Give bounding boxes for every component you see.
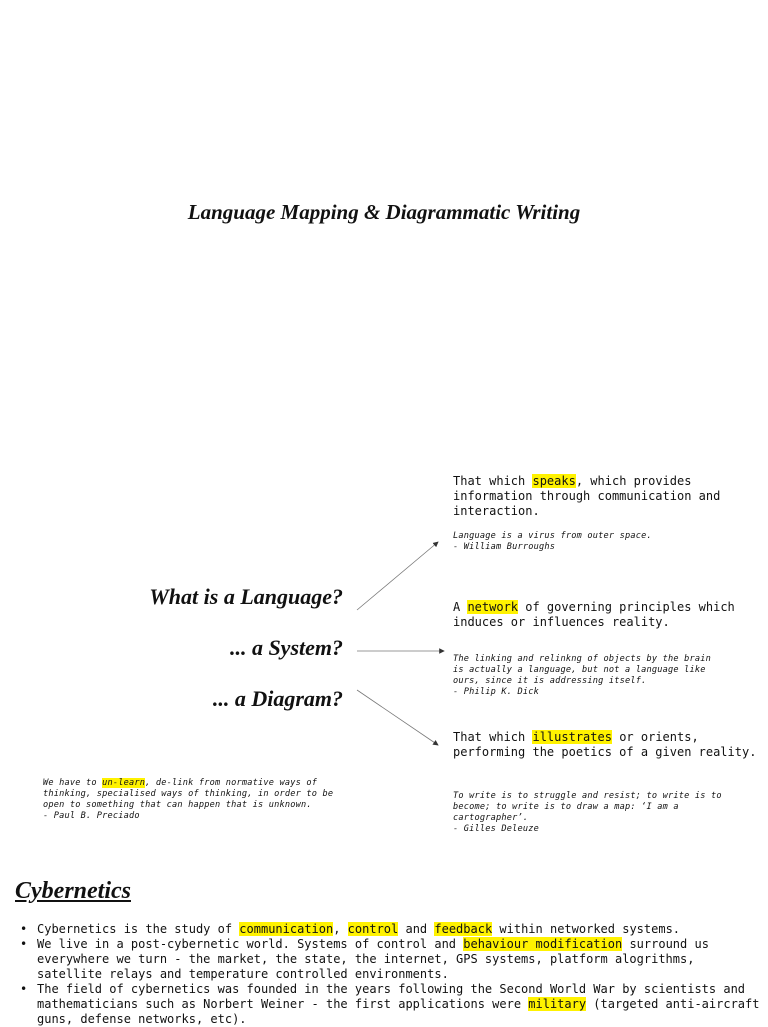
answer-diagram bbox=[453, 730, 763, 760]
bullet-text bbox=[37, 937, 709, 981]
bullet-text-segment: We live in a post-cybernetic world. Systems of control and bbox=[37, 937, 464, 951]
answer-text: That which bbox=[453, 730, 533, 744]
highlight-term: illustrates bbox=[532, 730, 612, 744]
bullet-icon: • bbox=[20, 922, 28, 936]
bullet-icon: • bbox=[20, 982, 28, 996]
quote-preciado bbox=[43, 778, 353, 822]
bullet-text-segment: The field of cybernetics was founded in the years following the Second World War by scientists and mathematicians such as Norbert Weiner - the first applications were bbox=[37, 982, 746, 1011]
quote-line: become; to write is to draw a map: ‘I am a bbox=[453, 802, 679, 812]
highlight-term: speaks bbox=[532, 474, 576, 488]
quote-attribution: - Gilles Deleuze bbox=[453, 824, 539, 834]
quote-burroughs bbox=[453, 531, 763, 553]
highlight-term: un-learn bbox=[102, 778, 146, 788]
quote-line: To write is to struggle and resist; to write is to bbox=[453, 791, 722, 801]
answer-language bbox=[453, 474, 763, 519]
quote-deleuze bbox=[453, 791, 763, 835]
bullet-text-segment: and bbox=[398, 922, 435, 936]
quote-body bbox=[43, 778, 353, 811]
quote-line: Language is a virus from outer space. bbox=[453, 531, 652, 541]
bullet-text-segment: , bbox=[333, 922, 348, 936]
bullet-item bbox=[20, 922, 760, 937]
highlight-term: communication bbox=[239, 922, 334, 936]
question-system: ... a System? bbox=[229, 635, 343, 660]
highlight-term: network bbox=[467, 600, 519, 614]
cybernetics-bullet-list bbox=[20, 922, 760, 1027]
quote-attribution: - William Burroughs bbox=[453, 542, 556, 552]
highlight-term: military bbox=[528, 997, 587, 1011]
arrow-to-speaks bbox=[357, 542, 438, 610]
quote-attribution: - Paul B. Preciado bbox=[43, 811, 140, 821]
answer-system bbox=[453, 600, 763, 630]
highlight-term: behaviour modification bbox=[463, 937, 623, 951]
bullet-text-segment: within networked systems. bbox=[492, 922, 681, 936]
bullet-item bbox=[20, 937, 760, 982]
quote-dick bbox=[453, 654, 763, 698]
highlight-term: control bbox=[347, 922, 399, 936]
arrow-to-illustrates bbox=[357, 690, 438, 745]
question-language: What is a Language? bbox=[149, 584, 343, 609]
bullet-text-segment: (targeted anti-aircraft guns, defense networks, etc). bbox=[37, 997, 760, 1026]
quote-line: cartographer’. bbox=[453, 813, 529, 823]
bullet-text-segment: surround us everywhere we turn - the market, the state, the internet, GPS systems, platform alogrithms, satellite relays and temperature controlled environments. bbox=[37, 937, 709, 981]
bullet-text-segment: Cybernetics is the study of bbox=[37, 922, 240, 936]
quote-line: The linking and relinkng of objects by the brain bbox=[453, 654, 711, 664]
answer-text: That which bbox=[453, 474, 533, 488]
quote-text: We have to bbox=[43, 778, 103, 788]
bullet-item bbox=[20, 982, 760, 1027]
page-title: Language Mapping & Diagrammatic Writing bbox=[187, 200, 581, 224]
bullet-icon: • bbox=[20, 937, 28, 951]
quote-line: is actually a language, but not a language like bbox=[453, 665, 706, 675]
answer-text: A bbox=[453, 600, 468, 614]
answer-text: of governing principles which induces or influences reality. bbox=[453, 600, 735, 629]
bullet-text bbox=[37, 922, 680, 936]
quote-line: ours, since it is addressing itself. bbox=[453, 676, 647, 686]
highlight-term: feedback bbox=[434, 922, 493, 936]
answer-text: or orients, performing the poetics of a given reality. bbox=[453, 730, 757, 759]
question-diagram: ... a Diagram? bbox=[212, 686, 343, 711]
bullet-text bbox=[37, 982, 759, 1026]
answer-text: , which provides information through communication and interaction. bbox=[453, 474, 721, 518]
quote-attribution: - Philip K. Dick bbox=[453, 687, 539, 697]
section-heading-cybernetics: Cybernetics bbox=[15, 878, 131, 904]
quote-text: , de-link from normative ways of thinking, specialised ways of thinking, in order to be open to something that can happen that is unknown. bbox=[43, 778, 334, 810]
